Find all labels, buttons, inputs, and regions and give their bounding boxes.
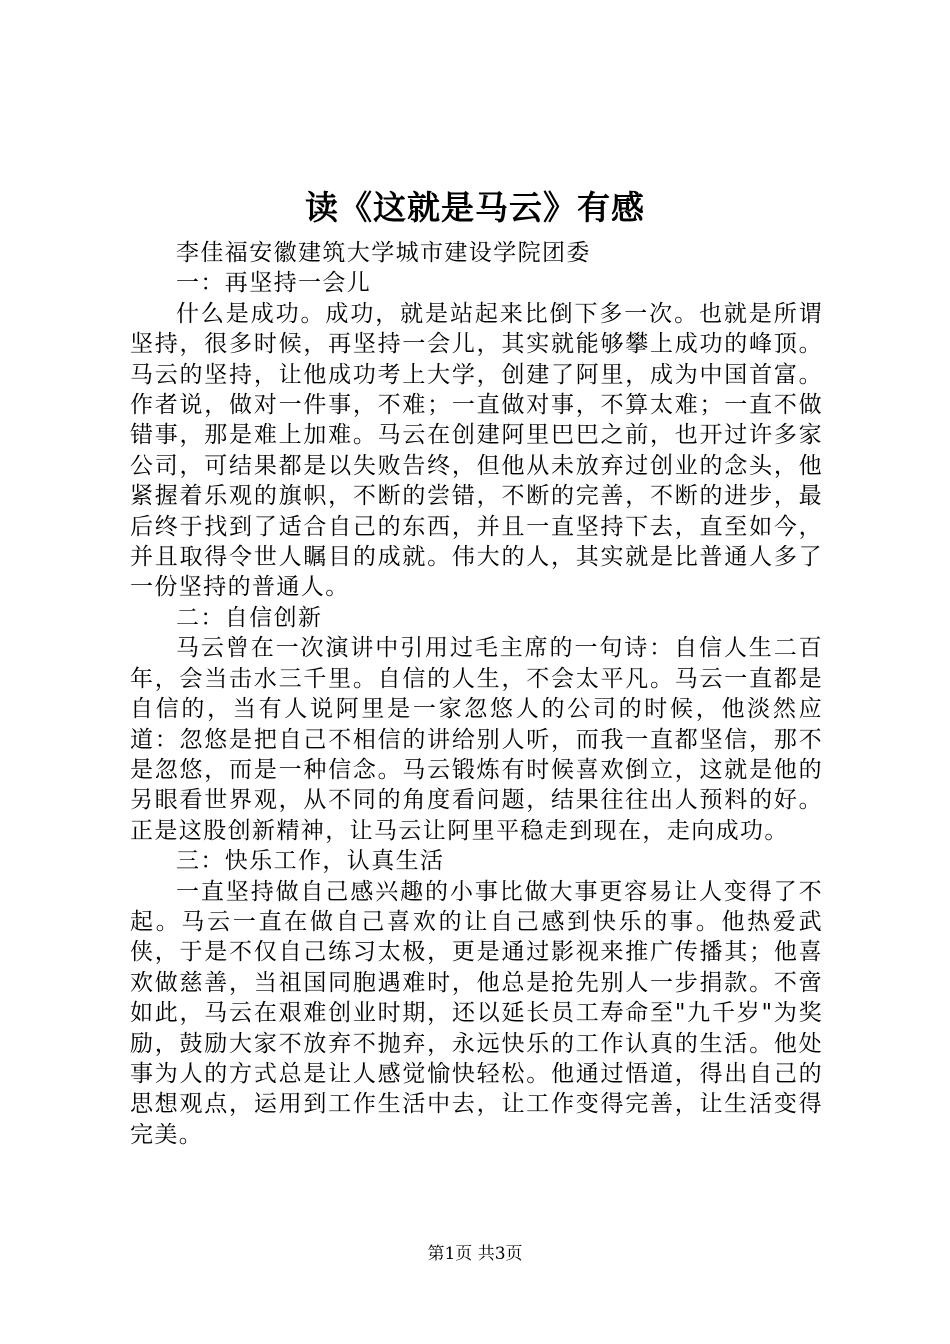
section-paragraph: 一直坚持做自己感兴趣的小事比做大事更容易让人变得了不起。马云一直在做自己喜欢的让自己感到快乐的事。他热爱武侠，于是不仅自己练习太极，更是通过影视来推广传播其；他喜欢做慈善，当祖国同胞遇难时，他总是抢先别人一步捐款。不啻如此，马云在艰难创业时期，还以延长员工寿命至"九千岁"为奖励，鼓励大家不放弃不抛弃，永远快乐的工作认真的生活。他处事为人的方式总是让人感觉愉快轻松。他通过悟道，得出自己的思想观点，运用到工作生活中去，让工作变得完善，让生活变得完美。 [130, 878, 823, 1148]
section-heading: 三：快乐工作，认真生活 [176, 848, 445, 875]
author-line: 李佳福安徽建筑大学城市建设学院团委 [176, 240, 591, 266]
section-heading: 二：自信创新 [176, 604, 323, 631]
document-body [130, 238, 823, 1150]
page-footer: 第1页 共3页 [427, 1244, 523, 1264]
document-title: 读《这就是马云》有感 [305, 188, 645, 227]
section-paragraph: 什么是成功。成功，就是站起来比倒下多一次。也就是所谓坚持，很多时候，再坚持一会儿，其实就能够攀上成功的峰顶。马云的坚持，让他成功考上大学，创建了阿里，成为中国首富。作者说，做对一件事，不难；一直做对事，不算太难；一直不做错事，那是难上加难。马云在创建阿里巴巴之前，也开过许多家公司，可结果都是以失败告终，但他从未放弃过创业的念头，他紧握着乐观的旗帜，不断的尝错，不断的完善，不断的进步，最后终于找到了适合自己的东西，并且一直坚持下去，直至如今，并且取得令世人瞩目的成就。伟大的人，其实就是比普通人多了一份坚持的普通人。 [130, 300, 823, 601]
section-paragraph: 马云曾在一次演讲中引用过毛主席的一句诗：自信人生二百年，会当击水三千里。自信的人生，不会太平凡。马云一直都是自信的，当有人说阿里是一家忽悠人的公司的时候，他淡然应道：忽悠是把自己不相信的讲给别人听，而我一直都坚信，那不是忽悠，而是一种信念。马云锻炼有时候喜欢倒立，这就是他的另眼看世界观，从不同的角度看问题，结果往往出人预料的好。正是这股创新精神，让马云让阿里平稳走到现在，走向成功。 [130, 635, 823, 844]
section-heading: 一：再坚持一会儿 [176, 270, 372, 297]
